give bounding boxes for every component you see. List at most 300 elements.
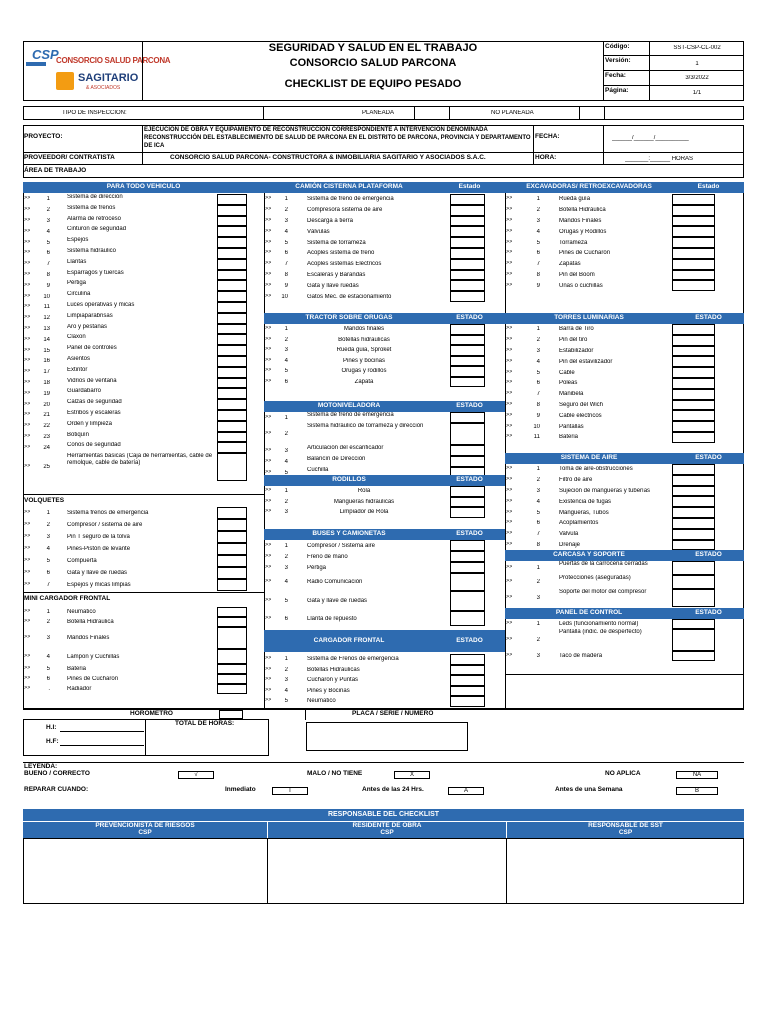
- logo-sagitario: SAGITARIO: [78, 72, 139, 84]
- status-box[interactable]: [450, 335, 485, 346]
- status-box[interactable]: [450, 675, 485, 686]
- row-number: 3: [46, 635, 50, 641]
- row-label: Uñas o cuchillas: [559, 282, 603, 289]
- row-arrow: >>: [265, 378, 272, 384]
- fecha-info-label: FECHA:: [535, 133, 560, 140]
- list-item: [505, 346, 744, 357]
- row-label: Zapatas: [559, 261, 581, 268]
- hf-input[interactable]: [60, 736, 144, 746]
- status-box[interactable]: [672, 194, 715, 205]
- leyenda-title: LEYENDA:: [24, 763, 58, 770]
- row-arrow: >>: [506, 369, 513, 375]
- status-box[interactable]: [672, 335, 715, 346]
- volquetes-divider: [23, 494, 264, 495]
- row-number: 7: [46, 582, 50, 588]
- row-arrow: >>: [24, 336, 31, 342]
- list-item: [505, 367, 744, 378]
- status-box[interactable]: [217, 442, 247, 453]
- status-box[interactable]: [450, 205, 485, 216]
- horometro-box[interactable]: [219, 710, 243, 719]
- row-label: Mandos finales: [343, 326, 385, 333]
- status-box[interactable]: [450, 345, 485, 356]
- status-box[interactable]: [672, 400, 715, 411]
- row-number: 4: [284, 458, 288, 465]
- row-arrow: >>: [24, 433, 31, 439]
- row-number: 1: [46, 609, 50, 615]
- row-arrow: >>: [24, 510, 31, 515]
- row-label: Bateria: [559, 434, 579, 441]
- row-label: Sistema frenos de emergencia: [67, 510, 149, 516]
- row-label: Toma de aire-obstrucciones: [559, 466, 633, 473]
- row-arrow: >>: [24, 325, 31, 331]
- row-arrow: >>: [265, 196, 272, 202]
- row-arrow: >>: [506, 498, 513, 504]
- list-item: [505, 432, 744, 443]
- status-box[interactable]: [217, 205, 247, 216]
- section-excavadoras-estado: Estado: [673, 182, 744, 193]
- list-item: [23, 399, 264, 410]
- status-box[interactable]: [450, 654, 485, 665]
- logo-csp-text: CSP: [32, 47, 59, 62]
- placa-box[interactable]: [306, 722, 468, 751]
- status-box[interactable]: [450, 540, 485, 551]
- signature-area-3[interactable]: [506, 838, 744, 904]
- row-arrow: >>: [265, 431, 272, 436]
- row-label: Botella Hidraulica: [67, 619, 114, 625]
- header-title-1: SEGURIDAD Y SALUD EN EL TRABAJO: [268, 42, 478, 54]
- vehiculo-list: [23, 194, 264, 494]
- row-number: 10: [281, 293, 288, 300]
- status-box[interactable]: [217, 674, 247, 684]
- status-box[interactable]: [217, 313, 247, 324]
- status-box[interactable]: [450, 507, 485, 518]
- hi-input[interactable]: [60, 722, 144, 732]
- status-box[interactable]: [450, 377, 485, 388]
- row-label: Zapata: [354, 378, 374, 385]
- row-label: Pines de Cucharon: [67, 676, 119, 682]
- list-item: [264, 540, 505, 551]
- status-box[interactable]: [450, 456, 485, 467]
- list-item: [23, 432, 264, 443]
- row-label: Leds (funcionamiento normal): [559, 621, 639, 627]
- status-box[interactable]: [450, 573, 485, 591]
- planeada-checkbox[interactable]: [414, 106, 450, 120]
- row-arrow: >>: [24, 464, 31, 470]
- row-arrow: >>: [24, 686, 31, 691]
- row-arrow: >>: [265, 677, 272, 683]
- status-box[interactable]: [450, 445, 485, 456]
- list-item: [505, 518, 744, 529]
- row-arrow: >>: [265, 469, 272, 475]
- row-arrow: >>: [24, 522, 31, 527]
- status-box[interactable]: [217, 248, 247, 259]
- row-number: 5: [284, 598, 288, 604]
- tipo-vline: [263, 106, 264, 120]
- status-box[interactable]: [217, 334, 247, 345]
- status-box[interactable]: [217, 649, 247, 664]
- row-number: 1: [536, 621, 540, 627]
- status-box[interactable]: [217, 567, 247, 579]
- status-box[interactable]: [672, 410, 715, 421]
- row-number: 6: [536, 250, 540, 257]
- status-box[interactable]: [217, 507, 247, 519]
- row-number: 9: [536, 412, 540, 419]
- status-box[interactable]: [217, 345, 247, 356]
- bueno-symbol: √: [178, 771, 214, 779]
- row-label: Lampon y Cuchillas: [67, 653, 120, 660]
- row-label: Balancín de Dirección: [307, 456, 366, 462]
- status-box[interactable]: [217, 226, 247, 237]
- signature-area-2[interactable]: [267, 838, 507, 904]
- status-box[interactable]: [450, 226, 485, 237]
- inmediato-symbol: I: [272, 787, 308, 795]
- status-box[interactable]: [672, 475, 715, 486]
- status-box[interactable]: [217, 579, 247, 591]
- status-box[interactable]: [217, 302, 247, 313]
- list-item: [264, 562, 505, 573]
- row-label: Mangueras hidraulicas: [333, 498, 395, 505]
- list-item: [264, 654, 505, 665]
- row-label: Botellas Hidráulicas: [307, 666, 360, 673]
- status-box[interactable]: [450, 412, 485, 423]
- status-box[interactable]: [217, 627, 247, 649]
- row-label: Estabilizador: [559, 347, 594, 354]
- row-number: 15: [43, 347, 50, 354]
- signature-area-1[interactable]: [23, 838, 268, 904]
- row-arrow: >>: [265, 579, 272, 584]
- status-box[interactable]: [672, 216, 715, 227]
- malo-label: MALO / NO TIENE: [307, 770, 363, 777]
- list-item: [23, 674, 264, 684]
- status-box[interactable]: [217, 453, 247, 481]
- fecha-vline-2: [603, 125, 604, 153]
- row-number: 5: [284, 469, 288, 476]
- row-number: 9: [284, 282, 288, 289]
- list-item: [264, 423, 505, 445]
- status-box[interactable]: [672, 432, 715, 443]
- row-arrow: >>: [506, 541, 513, 547]
- status-box[interactable]: [217, 531, 247, 543]
- section-cisterna-estado: Estado: [434, 182, 505, 193]
- status-box[interactable]: [217, 388, 247, 399]
- status-box[interactable]: [450, 248, 485, 259]
- row-label: Pin T seguro de la tolva: [67, 534, 130, 540]
- status-box[interactable]: [672, 575, 715, 589]
- row-arrow: >>: [506, 401, 513, 407]
- row-number: 4: [46, 546, 50, 552]
- status-box[interactable]: [672, 496, 715, 507]
- list-item: [264, 675, 505, 686]
- row-arrow: >>: [24, 412, 31, 418]
- row-number: 3: [284, 217, 288, 224]
- row-arrow: >>: [24, 666, 31, 671]
- row-label: Rola: [357, 488, 371, 495]
- responsable-col1-header: [23, 822, 267, 838]
- proyecto-label: PROYECTO:: [24, 133, 63, 140]
- row-number: 5: [536, 239, 540, 246]
- list-item: [23, 226, 264, 237]
- status-box[interactable]: [450, 366, 485, 377]
- status-box[interactable]: [672, 561, 715, 575]
- row-arrow: >>: [24, 570, 31, 575]
- status-box[interactable]: [217, 399, 247, 410]
- codigo-value: SST-CSP-CL-002: [673, 45, 721, 51]
- row-number: 7: [536, 531, 540, 538]
- status-box[interactable]: [450, 665, 485, 676]
- status-box[interactable]: [672, 421, 715, 432]
- status-box[interactable]: [450, 551, 485, 562]
- row-arrow: >>: [506, 250, 513, 256]
- status-box[interactable]: [672, 507, 715, 518]
- status-box[interactable]: [217, 194, 247, 205]
- list-item: [23, 367, 264, 378]
- list-item: [505, 194, 744, 205]
- status-box[interactable]: [450, 270, 485, 281]
- row-label: Llanta de repuesto: [307, 615, 357, 622]
- list-item: [505, 561, 744, 575]
- section-motoniveladora-estado: ESTADO: [434, 401, 505, 412]
- responsable-col2-sub: CSP: [380, 829, 394, 836]
- row-arrow: >>: [265, 553, 272, 559]
- row-label: Acoples sistemas Eléctricos: [307, 261, 382, 268]
- status-box[interactable]: [672, 270, 715, 281]
- row-arrow: >>: [265, 347, 272, 353]
- status-box[interactable]: [217, 216, 247, 227]
- status-box[interactable]: [672, 324, 715, 335]
- malo-symbol: X: [394, 771, 430, 779]
- row-arrow: >>: [265, 598, 272, 603]
- status-box[interactable]: [217, 432, 247, 443]
- status-box[interactable]: [450, 423, 485, 445]
- row-label: Sistema de freno de emergencia: [307, 412, 394, 418]
- status-box[interactable]: [672, 651, 715, 661]
- row-number: 4: [46, 653, 50, 660]
- status-box[interactable]: [450, 324, 485, 335]
- row-label: Espárragos y tuercas: [67, 269, 124, 276]
- row-arrow: >>: [506, 487, 513, 493]
- status-box[interactable]: [450, 259, 485, 270]
- row-number: 1: [536, 196, 540, 203]
- status-box[interactable]: [672, 248, 715, 259]
- status-box[interactable]: [217, 684, 247, 694]
- list-item: [23, 507, 264, 519]
- status-box[interactable]: [217, 543, 247, 555]
- status-box[interactable]: [450, 216, 485, 227]
- section-cargador-estado: ESTADO: [434, 630, 505, 652]
- list-item: [264, 686, 505, 697]
- row-label: Pértiga: [67, 280, 87, 287]
- row-number: 6: [284, 250, 288, 257]
- status-box[interactable]: [217, 555, 247, 567]
- list-item: [264, 591, 505, 611]
- status-box[interactable]: [450, 497, 485, 508]
- status-box[interactable]: [672, 589, 715, 607]
- list-item: [505, 280, 744, 291]
- header-title-3: CHECKLIST DE EQUIPO PESADO: [284, 78, 462, 90]
- row-number: 4: [284, 687, 288, 694]
- status-box[interactable]: [672, 346, 715, 357]
- status-box[interactable]: [217, 291, 247, 302]
- horometro-hi: H.I:: [46, 724, 57, 731]
- status-box[interactable]: [450, 291, 485, 302]
- antes24-label: Antes de las 24 Hrs.: [362, 786, 424, 793]
- list-item: [505, 216, 744, 227]
- row-label: Pin del tiro: [559, 337, 588, 344]
- list-item: [23, 324, 264, 335]
- status-box[interactable]: [217, 664, 247, 674]
- status-box[interactable]: [672, 629, 715, 651]
- proyecto-value: EJECUCIÓN DE OBRA Y EQUIPAMIENTO DE RECONSTRUCCIÓN CORRESPONDIENTE A INTERVENCIÓN DENOMINADA RECONSTRUCCIÓN DEL ESTABLECIMIENTO DE SALUD DE PARCONA EN EL DISTRITO DE PARCONA, PROVINCIA Y DEPARTAMENTO DE ICA: [144, 127, 531, 149]
- list-item: [264, 335, 505, 346]
- row-number: 4: [284, 357, 288, 364]
- row-label: Espejos y micas limpias: [67, 582, 131, 588]
- row-label: Claxon: [67, 334, 86, 341]
- list-item: [505, 619, 744, 629]
- status-box[interactable]: [217, 607, 247, 617]
- placa-hline: [305, 709, 306, 720]
- status-box[interactable]: [672, 464, 715, 475]
- row-label: Sujeción de mangueras y tuberías: [559, 487, 651, 494]
- list-item: [23, 280, 264, 291]
- section-carcasa-estado: ESTADO: [673, 550, 744, 561]
- hora-value[interactable]: _______:______ HORAS: [625, 156, 694, 162]
- row-number: 5: [536, 509, 540, 516]
- status-box[interactable]: [217, 356, 247, 367]
- status-box[interactable]: [217, 237, 247, 248]
- row-arrow: >>: [265, 666, 272, 672]
- row-label: Orugas y Rodillos: [559, 228, 607, 235]
- row-arrow: >>: [265, 271, 272, 277]
- row-label: Sistema hidráulico de torrameza y dirección: [307, 423, 424, 429]
- status-box[interactable]: [672, 226, 715, 237]
- status-box[interactable]: [450, 611, 485, 626]
- section-aire-estado: ESTADO: [673, 453, 744, 464]
- row-arrow: >>: [265, 261, 272, 267]
- row-label: Drenaje: [559, 541, 581, 548]
- list-item: [505, 237, 744, 248]
- status-box[interactable]: [450, 696, 485, 707]
- status-box[interactable]: [217, 367, 247, 378]
- status-box[interactable]: [217, 519, 247, 531]
- horometro-title: HORÓMETRO: [130, 710, 173, 717]
- list-item: [505, 629, 744, 651]
- section-cisterna-header: CAMIÓN CISTERNA PLATAFORMA: [264, 182, 434, 193]
- status-box[interactable]: [672, 367, 715, 378]
- list-item: [23, 237, 264, 248]
- status-box[interactable]: [217, 270, 247, 281]
- row-label: Asientos: [67, 356, 91, 362]
- status-box[interactable]: [217, 259, 247, 270]
- status-box[interactable]: [672, 237, 715, 248]
- list-item: [264, 412, 505, 423]
- status-box[interactable]: [217, 280, 247, 291]
- row-arrow: >>: [506, 565, 513, 570]
- row-number: 8: [46, 271, 50, 278]
- no-planeada-checkbox[interactable]: [579, 106, 605, 120]
- row-label: Circulina: [67, 291, 91, 298]
- status-box[interactable]: [672, 518, 715, 529]
- row-number: 5: [536, 369, 540, 376]
- status-box[interactable]: [672, 280, 715, 291]
- row-arrow: >>: [24, 217, 31, 223]
- row-label: Valvula: [559, 531, 579, 538]
- status-box[interactable]: [672, 486, 715, 497]
- row-label: Compresora sistema de aire: [307, 207, 383, 214]
- status-box[interactable]: [217, 324, 247, 335]
- list-item: [264, 611, 505, 626]
- row-number: 25: [43, 464, 50, 471]
- list-item: [264, 259, 505, 270]
- row-number: 1: [536, 326, 540, 333]
- list-item: [264, 377, 505, 388]
- status-box[interactable]: [450, 356, 485, 367]
- minicargador-divider: [23, 592, 264, 593]
- row-label: Pin del Boom: [559, 271, 595, 278]
- fecha-value: 3/3/2022: [685, 75, 709, 81]
- row-number: 19: [43, 390, 50, 397]
- row-number: 18: [43, 379, 50, 386]
- status-box[interactable]: [450, 591, 485, 611]
- status-box[interactable]: [672, 619, 715, 629]
- status-box[interactable]: [450, 686, 485, 697]
- row-arrow: >>: [24, 635, 31, 640]
- status-box[interactable]: [672, 356, 715, 367]
- status-box[interactable]: [450, 280, 485, 291]
- row-arrow: >>: [265, 293, 272, 299]
- row-arrow: >>: [24, 653, 31, 659]
- list-item: [264, 497, 505, 508]
- status-box[interactable]: [217, 410, 247, 421]
- row-number: 14: [43, 336, 50, 343]
- status-box[interactable]: [450, 562, 485, 573]
- status-box[interactable]: [450, 486, 485, 497]
- status-box[interactable]: [217, 378, 247, 389]
- status-box[interactable]: [672, 389, 715, 400]
- fecha-info-value[interactable]: ______/______/__________: [612, 135, 689, 141]
- row-number: 2: [284, 498, 288, 505]
- row-label: Conos de seguridad: [67, 442, 121, 449]
- row-label: Sistema hidráulico: [67, 248, 117, 254]
- status-box[interactable]: [672, 529, 715, 540]
- row-arrow: >>: [506, 380, 513, 386]
- status-box[interactable]: [672, 378, 715, 389]
- section-panel-header: PANEL DE CONTROL: [505, 608, 673, 619]
- row-arrow: >>: [506, 637, 513, 642]
- status-box[interactable]: [672, 205, 715, 216]
- list-item: [505, 270, 744, 281]
- row-number: 2: [284, 336, 288, 343]
- row-arrow: >>: [24, 347, 31, 353]
- responsable-col3-header: [507, 822, 744, 838]
- row-arrow: >>: [24, 228, 31, 234]
- list-item: [264, 456, 505, 467]
- row-number: 3: [536, 595, 540, 601]
- list-item: [23, 649, 264, 664]
- section-minicargador-title: MINI CARGADOR FRONTAL: [24, 595, 111, 602]
- row-arrow: >>: [24, 250, 31, 256]
- status-box[interactable]: [672, 259, 715, 270]
- status-box[interactable]: [217, 617, 247, 627]
- status-box[interactable]: [450, 237, 485, 248]
- row-label: Sistema de dirección: [67, 194, 123, 200]
- row-number: 3: [536, 217, 540, 224]
- list-item: [23, 442, 264, 453]
- status-box[interactable]: [217, 421, 247, 432]
- row-arrow: >>: [506, 423, 513, 429]
- status-box[interactable]: [672, 540, 715, 551]
- row-number: 6: [536, 520, 540, 527]
- status-box[interactable]: [450, 194, 485, 205]
